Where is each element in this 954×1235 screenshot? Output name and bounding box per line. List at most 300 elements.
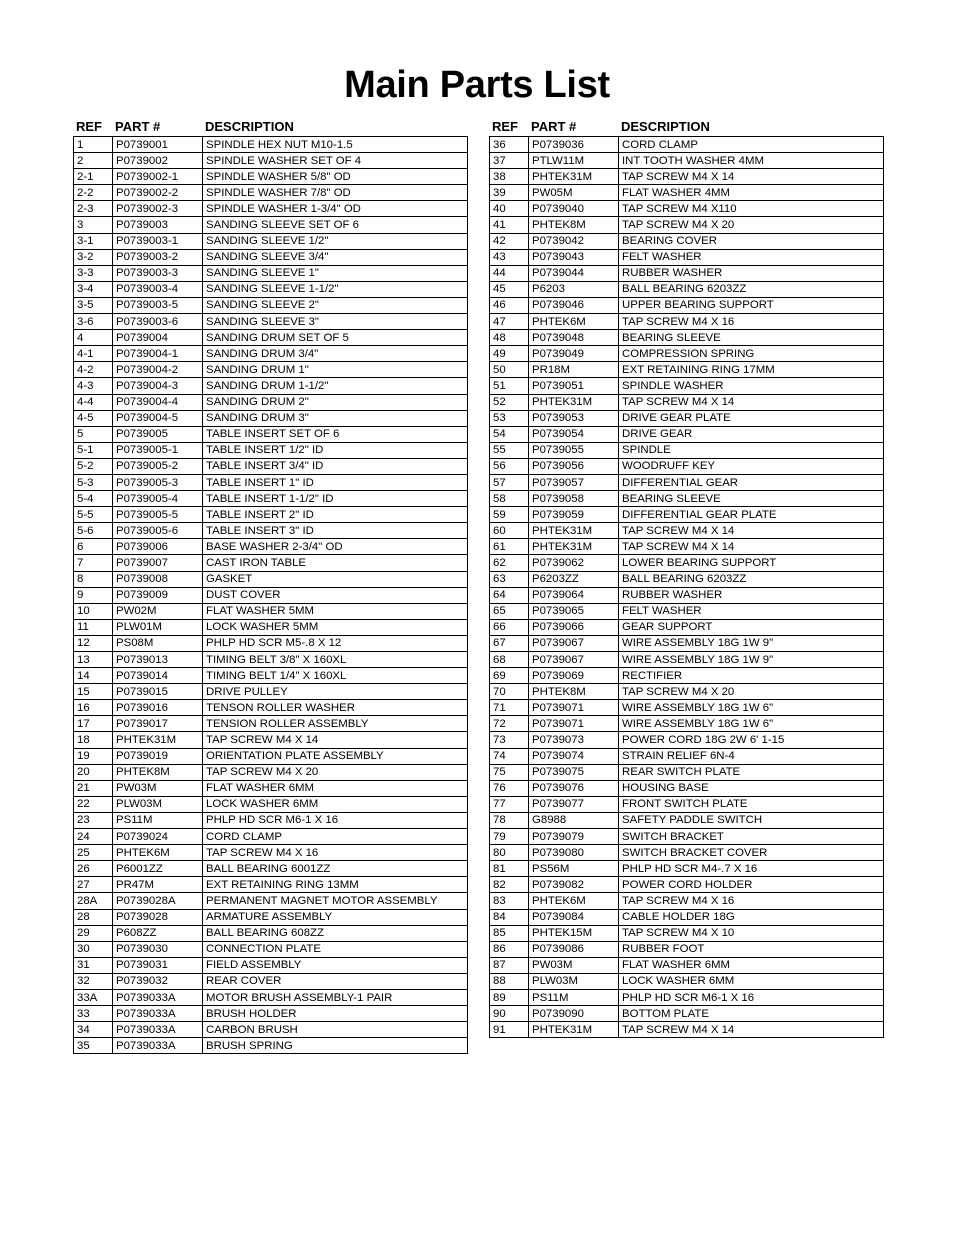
part-number-cell: P0739086 <box>529 941 619 957</box>
ref-cell: 3-3 <box>74 265 113 281</box>
description-cell: WOODRUFF KEY <box>619 458 884 474</box>
table-row <box>490 281 884 297</box>
description-cell: SANDING SLEEVE 1-1/2" <box>203 281 468 297</box>
part-number-cell: PR47M <box>113 877 203 893</box>
description-cell: STRAIN RELIEF 6N-4 <box>619 748 884 764</box>
ref-cell: 2-3 <box>74 201 113 217</box>
part-number-cell: P0739058 <box>529 491 619 507</box>
description-cell: SANDING SLEEVE SET OF 6 <box>203 217 468 233</box>
ref-cell: 72 <box>490 716 529 732</box>
table-row <box>490 571 884 587</box>
description-cell: DRIVE GEAR PLATE <box>619 410 884 426</box>
description-cell: GEAR SUPPORT <box>619 619 884 635</box>
part-number-cell: P0739049 <box>529 346 619 362</box>
description-cell: LOCK WASHER 6MM <box>619 973 884 989</box>
table-row <box>490 507 884 523</box>
table-row <box>490 265 884 281</box>
table-row <box>490 346 884 362</box>
description-cell: CORD CLAMP <box>203 829 468 845</box>
part-number-cell: P0739053 <box>529 410 619 426</box>
part-number-cell: P0739001 <box>113 137 203 153</box>
header-description: DESCRIPTION <box>205 119 294 134</box>
description-cell: REAR COVER <box>203 973 468 989</box>
table-row <box>74 587 468 603</box>
ref-cell: 19 <box>74 748 113 764</box>
ref-cell: 4-2 <box>74 362 113 378</box>
table-row <box>74 314 468 330</box>
table-row <box>74 941 468 957</box>
part-number-cell: PW02M <box>113 603 203 619</box>
ref-cell: 4-5 <box>74 410 113 426</box>
description-cell: SANDING SLEEVE 2" <box>203 297 468 313</box>
table-row <box>490 330 884 346</box>
table-row <box>490 941 884 957</box>
ref-cell: 5-4 <box>74 491 113 507</box>
ref-cell: 20 <box>74 764 113 780</box>
description-cell: SANDING DRUM 2" <box>203 394 468 410</box>
ref-cell: 40 <box>490 201 529 217</box>
table-row <box>74 684 468 700</box>
description-cell: TAP SCREW M4 X 16 <box>619 314 884 330</box>
description-cell: TABLE INSERT 3" ID <box>203 523 468 539</box>
table-row <box>490 185 884 201</box>
table-row <box>74 829 468 845</box>
ref-cell: 3-5 <box>74 297 113 313</box>
part-number-cell: P0739003-2 <box>113 249 203 265</box>
ref-cell: 41 <box>490 217 529 233</box>
description-cell: POWER CORD HOLDER <box>619 877 884 893</box>
table-row <box>74 458 468 474</box>
table-row <box>490 217 884 233</box>
description-cell: FELT WASHER <box>619 249 884 265</box>
ref-cell: 4-4 <box>74 394 113 410</box>
ref-cell: 90 <box>490 1006 529 1022</box>
part-number-cell: PHTEK31M <box>529 523 619 539</box>
part-number-cell: P0739017 <box>113 716 203 732</box>
description-cell: FIELD ASSEMBLY <box>203 957 468 973</box>
part-number-cell: P0739019 <box>113 748 203 764</box>
ref-cell: 58 <box>490 491 529 507</box>
part-number-cell: P6203ZZ <box>529 571 619 587</box>
table-row <box>74 555 468 571</box>
table-row <box>74 619 468 635</box>
table-row <box>490 861 884 877</box>
table-row <box>490 410 884 426</box>
description-cell: TAP SCREW M4 X 16 <box>619 893 884 909</box>
ref-cell: 86 <box>490 941 529 957</box>
description-cell: TAP SCREW M4 X 20 <box>203 764 468 780</box>
part-number-cell: P0739015 <box>113 684 203 700</box>
ref-cell: 55 <box>490 442 529 458</box>
page-title: Main Parts List <box>344 64 610 106</box>
ref-cell: 25 <box>74 845 113 861</box>
ref-cell: 8 <box>74 571 113 587</box>
ref-cell: 71 <box>490 700 529 716</box>
description-cell: TAP SCREW M4 X 20 <box>619 684 884 700</box>
part-number-cell: P608ZZ <box>113 925 203 941</box>
table-row <box>74 603 468 619</box>
description-cell: EXT RETAINING RING 17MM <box>619 362 884 378</box>
table-row <box>74 265 468 281</box>
description-cell: WIRE ASSEMBLY 18G 1W 6" <box>619 716 884 732</box>
description-cell: PHLP HD SCR M6-1 X 16 <box>203 812 468 828</box>
table-row <box>490 780 884 796</box>
part-number-cell: PS11M <box>529 989 619 1005</box>
part-number-cell: P0739005-2 <box>113 458 203 474</box>
part-number-cell: P0739016 <box>113 700 203 716</box>
part-number-cell: P0739079 <box>529 829 619 845</box>
description-cell: SANDING SLEEVE 3/4" <box>203 249 468 265</box>
parts-table-left <box>73 136 468 1054</box>
description-cell: TIMING BELT 1/4" X 160XL <box>203 668 468 684</box>
description-cell: FLAT WASHER 6MM <box>203 780 468 796</box>
ref-cell: 74 <box>490 748 529 764</box>
description-cell: BRUSH HOLDER <box>203 1006 468 1022</box>
ref-cell: 15 <box>74 684 113 700</box>
ref-cell: 24 <box>74 829 113 845</box>
table-row <box>74 201 468 217</box>
ref-cell: 13 <box>74 652 113 668</box>
table-row <box>490 378 884 394</box>
description-cell: TAP SCREW M4 X 14 <box>619 523 884 539</box>
part-number-cell: P0739005-5 <box>113 507 203 523</box>
ref-cell: 78 <box>490 812 529 828</box>
ref-cell: 27 <box>74 877 113 893</box>
table-row <box>490 635 884 651</box>
part-number-cell: P0739003-4 <box>113 281 203 297</box>
description-cell: PHLP HD SCR M6-1 X 16 <box>619 989 884 1005</box>
ref-cell: 29 <box>74 925 113 941</box>
ref-cell: 91 <box>490 1022 529 1038</box>
table-row <box>74 426 468 442</box>
part-number-cell: P6203 <box>529 281 619 297</box>
part-number-cell: P0739071 <box>529 700 619 716</box>
ref-cell: 22 <box>74 796 113 812</box>
description-cell: FLAT WASHER 5MM <box>203 603 468 619</box>
description-cell: TABLE INSERT 1/2" ID <box>203 442 468 458</box>
table-row <box>74 893 468 909</box>
table-row <box>490 668 884 684</box>
part-number-cell: P0739076 <box>529 780 619 796</box>
part-number-cell: P0739003 <box>113 217 203 233</box>
part-number-cell: P0739028 <box>113 909 203 925</box>
ref-cell: 66 <box>490 619 529 635</box>
part-number-cell: P0739004-5 <box>113 410 203 426</box>
parts-column-right <box>489 117 884 1038</box>
part-number-cell: PR18M <box>529 362 619 378</box>
description-cell: TIMING BELT 3/8" X 160XL <box>203 652 468 668</box>
table-row <box>490 603 884 619</box>
table-row <box>490 426 884 442</box>
part-number-cell: PHTEK15M <box>529 925 619 941</box>
header-part: PART # <box>115 119 161 134</box>
table-row <box>490 700 884 716</box>
description-cell: DIFFERENTIAL GEAR <box>619 474 884 490</box>
part-number-cell: P0739004-2 <box>113 362 203 378</box>
part-number-cell: P0739059 <box>529 507 619 523</box>
table-row <box>490 925 884 941</box>
table-row <box>74 1022 468 1038</box>
ref-cell: 26 <box>74 861 113 877</box>
ref-cell: 87 <box>490 957 529 973</box>
description-cell: SPINDLE WASHER <box>619 378 884 394</box>
ref-cell: 10 <box>74 603 113 619</box>
ref-cell: 76 <box>490 780 529 796</box>
part-number-cell: P0739004-4 <box>113 394 203 410</box>
part-number-cell: PS08M <box>113 635 203 651</box>
table-row <box>490 973 884 989</box>
description-cell: SANDING DRUM 3/4" <box>203 346 468 362</box>
part-number-cell: P0739033A <box>113 1038 203 1054</box>
column-headers <box>489 117 884 136</box>
description-cell: ORIENTATION PLATE ASSEMBLY <box>203 748 468 764</box>
description-cell: MOTOR BRUSH ASSEMBLY-1 PAIR <box>203 989 468 1005</box>
table-row <box>490 314 884 330</box>
table-row <box>74 491 468 507</box>
ref-cell: 60 <box>490 523 529 539</box>
ref-cell: 33A <box>74 989 113 1005</box>
part-number-cell: PW03M <box>529 957 619 973</box>
description-cell: TAP SCREW M4 X110 <box>619 201 884 217</box>
ref-cell: 3-4 <box>74 281 113 297</box>
description-cell: RUBBER FOOT <box>619 941 884 957</box>
part-number-cell: PHTEK31M <box>529 1022 619 1038</box>
table-row <box>74 394 468 410</box>
ref-cell: 4-1 <box>74 346 113 362</box>
description-cell: BALL BEARING 6203ZZ <box>619 281 884 297</box>
table-row <box>74 378 468 394</box>
table-row <box>74 925 468 941</box>
description-cell: BEARING COVER <box>619 233 884 249</box>
ref-cell: 5-1 <box>74 442 113 458</box>
ref-cell: 16 <box>74 700 113 716</box>
table-row <box>74 233 468 249</box>
part-number-cell: P0739044 <box>529 265 619 281</box>
description-cell: BALL BEARING 6001ZZ <box>203 861 468 877</box>
part-number-cell: PW03M <box>113 780 203 796</box>
ref-cell: 48 <box>490 330 529 346</box>
description-cell: PHLP HD SCR M4-.7 X 16 <box>619 861 884 877</box>
ref-cell: 64 <box>490 587 529 603</box>
part-number-cell: P0739004-1 <box>113 346 203 362</box>
table-row <box>74 137 468 153</box>
part-number-cell: P0739002-3 <box>113 201 203 217</box>
part-number-cell: PHTEK31M <box>113 732 203 748</box>
part-number-cell: P0739036 <box>529 137 619 153</box>
ref-cell: 12 <box>74 635 113 651</box>
table-row <box>74 410 468 426</box>
part-number-cell: P0739014 <box>113 668 203 684</box>
ref-cell: 61 <box>490 539 529 555</box>
part-number-cell: G8988 <box>529 812 619 828</box>
description-cell: HOUSING BASE <box>619 780 884 796</box>
header-ref: REF <box>76 119 102 134</box>
description-cell: ARMATURE ASSEMBLY <box>203 909 468 925</box>
ref-cell: 35 <box>74 1038 113 1054</box>
description-cell: SPINDLE WASHER SET OF 4 <box>203 153 468 169</box>
table-row <box>490 1006 884 1022</box>
description-cell: FLAT WASHER 4MM <box>619 185 884 201</box>
description-cell: BALL BEARING 6203ZZ <box>619 571 884 587</box>
table-row <box>74 281 468 297</box>
table-row <box>490 716 884 732</box>
table-row <box>490 652 884 668</box>
description-cell: TAP SCREW M4 X 20 <box>619 217 884 233</box>
table-row <box>490 989 884 1005</box>
ref-cell: 37 <box>490 153 529 169</box>
part-number-cell: P0739051 <box>529 378 619 394</box>
ref-cell: 63 <box>490 571 529 587</box>
description-cell: LOCK WASHER 5MM <box>203 619 468 635</box>
table-row <box>74 812 468 828</box>
ref-cell: 57 <box>490 474 529 490</box>
ref-cell: 46 <box>490 297 529 313</box>
table-row <box>74 507 468 523</box>
description-cell: BALL BEARING 608ZZ <box>203 925 468 941</box>
part-number-cell: P0739067 <box>529 635 619 651</box>
table-row <box>490 394 884 410</box>
table-row <box>74 748 468 764</box>
description-cell: SPINDLE WASHER 1-3/4" OD <box>203 201 468 217</box>
table-row <box>490 877 884 893</box>
table-row <box>74 796 468 812</box>
description-cell: TABLE INSERT 1" ID <box>203 474 468 490</box>
table-row <box>74 571 468 587</box>
table-row <box>74 153 468 169</box>
part-number-cell: P0739004 <box>113 330 203 346</box>
ref-cell: 39 <box>490 185 529 201</box>
part-number-cell: P0739030 <box>113 941 203 957</box>
ref-cell: 4 <box>74 330 113 346</box>
table-row <box>490 619 884 635</box>
ref-cell: 23 <box>74 812 113 828</box>
part-number-cell: PHTEK8M <box>113 764 203 780</box>
ref-cell: 21 <box>74 780 113 796</box>
description-cell: SANDING DRUM 1-1/2" <box>203 378 468 394</box>
part-number-cell: P0739003-1 <box>113 233 203 249</box>
description-cell: SANDING SLEEVE 1" <box>203 265 468 281</box>
description-cell: BEARING SLEEVE <box>619 330 884 346</box>
description-cell: SANDING DRUM 1" <box>203 362 468 378</box>
table-row <box>490 555 884 571</box>
table-row <box>74 909 468 925</box>
description-cell: LOWER BEARING SUPPORT <box>619 555 884 571</box>
ref-cell: 43 <box>490 249 529 265</box>
description-cell: RECTIFIER <box>619 668 884 684</box>
ref-cell: 47 <box>490 314 529 330</box>
part-number-cell: PHTEK8M <box>529 684 619 700</box>
part-number-cell: PHTEK31M <box>529 169 619 185</box>
ref-cell: 67 <box>490 635 529 651</box>
description-cell: TAP SCREW M4 X 14 <box>619 1022 884 1038</box>
part-number-cell: PHTEK6M <box>529 893 619 909</box>
table-row <box>74 845 468 861</box>
header-description: DESCRIPTION <box>621 119 710 134</box>
description-cell: SWITCH BRACKET <box>619 829 884 845</box>
ref-cell: 5-6 <box>74 523 113 539</box>
ref-cell: 89 <box>490 989 529 1005</box>
ref-cell: 84 <box>490 909 529 925</box>
ref-cell: 28A <box>74 893 113 909</box>
description-cell: SAFETY PADDLE SWITCH <box>619 812 884 828</box>
description-cell: PERMANENT MAGNET MOTOR ASSEMBLY <box>203 893 468 909</box>
part-number-cell: P0739054 <box>529 426 619 442</box>
part-number-cell: P0739033A <box>113 989 203 1005</box>
part-number-cell: PLW01M <box>113 619 203 635</box>
ref-cell: 17 <box>74 716 113 732</box>
part-number-cell: P0739032 <box>113 973 203 989</box>
part-number-cell: PTLW11M <box>529 153 619 169</box>
table-row <box>74 1038 468 1054</box>
ref-cell: 3-1 <box>74 233 113 249</box>
description-cell: DIFFERENTIAL GEAR PLATE <box>619 507 884 523</box>
table-row <box>74 169 468 185</box>
ref-cell: 3-6 <box>74 314 113 330</box>
description-cell: FLAT WASHER 6MM <box>619 957 884 973</box>
table-row <box>74 732 468 748</box>
ref-cell: 18 <box>74 732 113 748</box>
ref-cell: 9 <box>74 587 113 603</box>
parts-table-right <box>489 136 884 1038</box>
table-row <box>490 249 884 265</box>
part-number-cell: P0739082 <box>529 877 619 893</box>
ref-cell: 83 <box>490 893 529 909</box>
table-row <box>74 297 468 313</box>
part-number-cell: PHTEK6M <box>529 314 619 330</box>
ref-cell: 49 <box>490 346 529 362</box>
part-number-cell: P0739048 <box>529 330 619 346</box>
description-cell: TAP SCREW M4 X 10 <box>619 925 884 941</box>
table-row <box>74 249 468 265</box>
description-cell: SWITCH BRACKET COVER <box>619 845 884 861</box>
table-row <box>74 362 468 378</box>
part-number-cell: P0739013 <box>113 652 203 668</box>
ref-cell: 80 <box>490 845 529 861</box>
ref-cell: 33 <box>74 1006 113 1022</box>
ref-cell: 69 <box>490 668 529 684</box>
part-number-cell: P0739066 <box>529 619 619 635</box>
ref-cell: 54 <box>490 426 529 442</box>
ref-cell: 79 <box>490 829 529 845</box>
description-cell: CORD CLAMP <box>619 137 884 153</box>
ref-cell: 44 <box>490 265 529 281</box>
ref-cell: 7 <box>74 555 113 571</box>
part-number-cell: P0739004-3 <box>113 378 203 394</box>
table-row <box>490 539 884 555</box>
part-number-cell: P0739028A <box>113 893 203 909</box>
description-cell: WIRE ASSEMBLY 18G 1W 9" <box>619 652 884 668</box>
ref-cell: 1 <box>74 137 113 153</box>
table-row <box>74 957 468 973</box>
header-part: PART # <box>531 119 577 134</box>
column-headers <box>73 117 468 136</box>
part-number-cell: P0739033A <box>113 1022 203 1038</box>
description-cell: TAP SCREW M4 X 14 <box>619 394 884 410</box>
part-number-cell: P0739043 <box>529 249 619 265</box>
ref-cell: 30 <box>74 941 113 957</box>
part-number-cell: P0739003-3 <box>113 265 203 281</box>
table-row <box>490 909 884 925</box>
table-row <box>490 796 884 812</box>
part-number-cell: P0739080 <box>529 845 619 861</box>
part-number-cell: P0739069 <box>529 668 619 684</box>
ref-cell: 88 <box>490 973 529 989</box>
part-number-cell: P0739042 <box>529 233 619 249</box>
description-cell: CAST IRON TABLE <box>203 555 468 571</box>
part-number-cell: P0739006 <box>113 539 203 555</box>
description-cell: SANDING DRUM SET OF 5 <box>203 330 468 346</box>
table-row <box>74 330 468 346</box>
